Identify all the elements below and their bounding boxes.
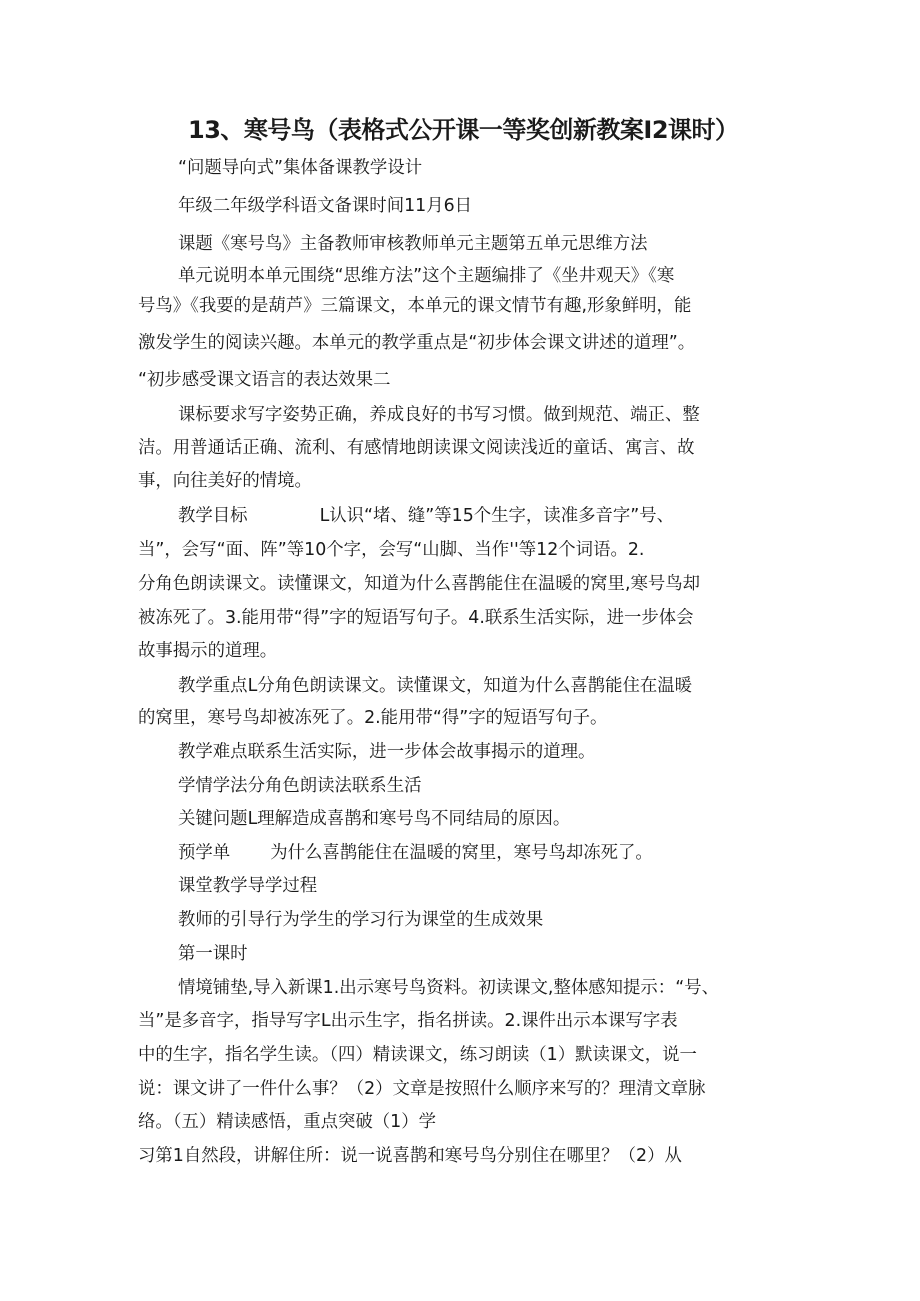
difficulty-line: 教学难点联系生活实际，进一步体会故事揭示的道理。 <box>178 742 596 762</box>
process-heading: 课堂教学导学过程 <box>178 876 318 896</box>
objectives-label: 教学目标 <box>178 506 248 526</box>
key-points-line: 的窝里，寒号鸟却被冻死了。2.能用带“得”字的短语写句子。 <box>138 708 608 728</box>
table-header: 教师的引导行为学生的学习行为课堂的生成效果 <box>178 910 544 930</box>
process-line: 情境铺垫,导入新课1.出示寒号鸟资料。初读课文,整体感知提示：“号、 <box>178 978 719 998</box>
lesson-heading: 第一课时 <box>178 944 248 964</box>
process-line: 习第1自然段，讲解住所：说一说喜鹊和寒号鸟分别住在哪里？（2）从 <box>138 1146 682 1166</box>
curriculum-line: 课标要求写字姿势正确，养成良好的书写习惯。做到规范、端正、整 <box>178 405 700 425</box>
curriculum-line: 事，向往美好的情境。 <box>138 471 312 491</box>
learning-method-line: 学情学法分角色朗读法联系生活 <box>178 776 422 796</box>
process-line: 中的生字，指名学生读。（四）精读课文，练习朗读（1）默读课文，说一 <box>138 1045 697 1065</box>
preview-text: 为什么喜鹊能住在温暖的窝里，寒号鸟却冻死了。 <box>270 843 653 863</box>
document-title: 13、寒号鸟（表格式公开课一等奖创新教案I2课时） <box>188 116 739 144</box>
topic-line: 课题《寒号鸟》主备教师审核教师单元主题第五单元思维方法 <box>178 234 648 254</box>
unit-desc-line: “初步感受课文语言的表达效果二 <box>138 370 391 390</box>
objectives-line: 当”，会写“面、阵”等10个字，会写“山脚、当作''等12个词语。2. <box>138 540 645 560</box>
objectives-line: 被冻死了。3.能用带“得”字的短语写句子。4.联系生活实际，进一步体会 <box>138 608 694 628</box>
info-line: 年级二年级学科语文备课时间11月6日 <box>178 196 473 216</box>
key-question-line: 关键问题L理解造成喜鹊和寒号鸟不同结局的原因。 <box>178 809 571 829</box>
key-points-line: 教学重点L分角色朗读课文。读懂课文，知道为什么喜鹊能住在温暖 <box>178 676 693 696</box>
process-line: 络。（五）精读感悟，重点突破（1）学 <box>138 1112 437 1132</box>
objectives-line: 故事揭示的道理。 <box>138 641 278 661</box>
unit-desc-line: 激发学生的阅读兴趣。本单元的教学重点是“初步体会课文讲述的道理”。 <box>138 333 696 353</box>
preview-label: 预学单 <box>178 843 231 863</box>
subtitle: “问题导向式”集体备课教学设计 <box>178 158 423 178</box>
process-line: 当”是多音字，指导写字L出示生字，指名拼读。2.课件出示本课写字表 <box>138 1011 678 1031</box>
preview-line <box>178 835 788 871</box>
curriculum-line: 洁。用普通话正确、流利、有感情地朗读课文阅读浅近的童话、寓言、故 <box>138 438 695 458</box>
objectives-line <box>178 498 788 534</box>
unit-desc-line: 单元说明本单元围绕“思维方法”这个主题编排了《坐井观天》《寒 <box>178 266 675 286</box>
objectives-line: 分角色朗读课文。读懂课文，知道为什么喜鹊能住在温暖的窝里,寒号鸟却 <box>138 574 701 594</box>
process-line: 说：课文讲了一件什么事？（2）文章是按照什么顺序来写的？理清文章脉 <box>138 1079 706 1099</box>
unit-desc-line: 号鸟》《我要的是葫芦》三篇课文，本单元的课文情节有趣,形象鲜明，能 <box>138 296 692 316</box>
objectives-text: L认识“堵、缝”等15个生字，读准多音字”号、 <box>319 506 675 526</box>
